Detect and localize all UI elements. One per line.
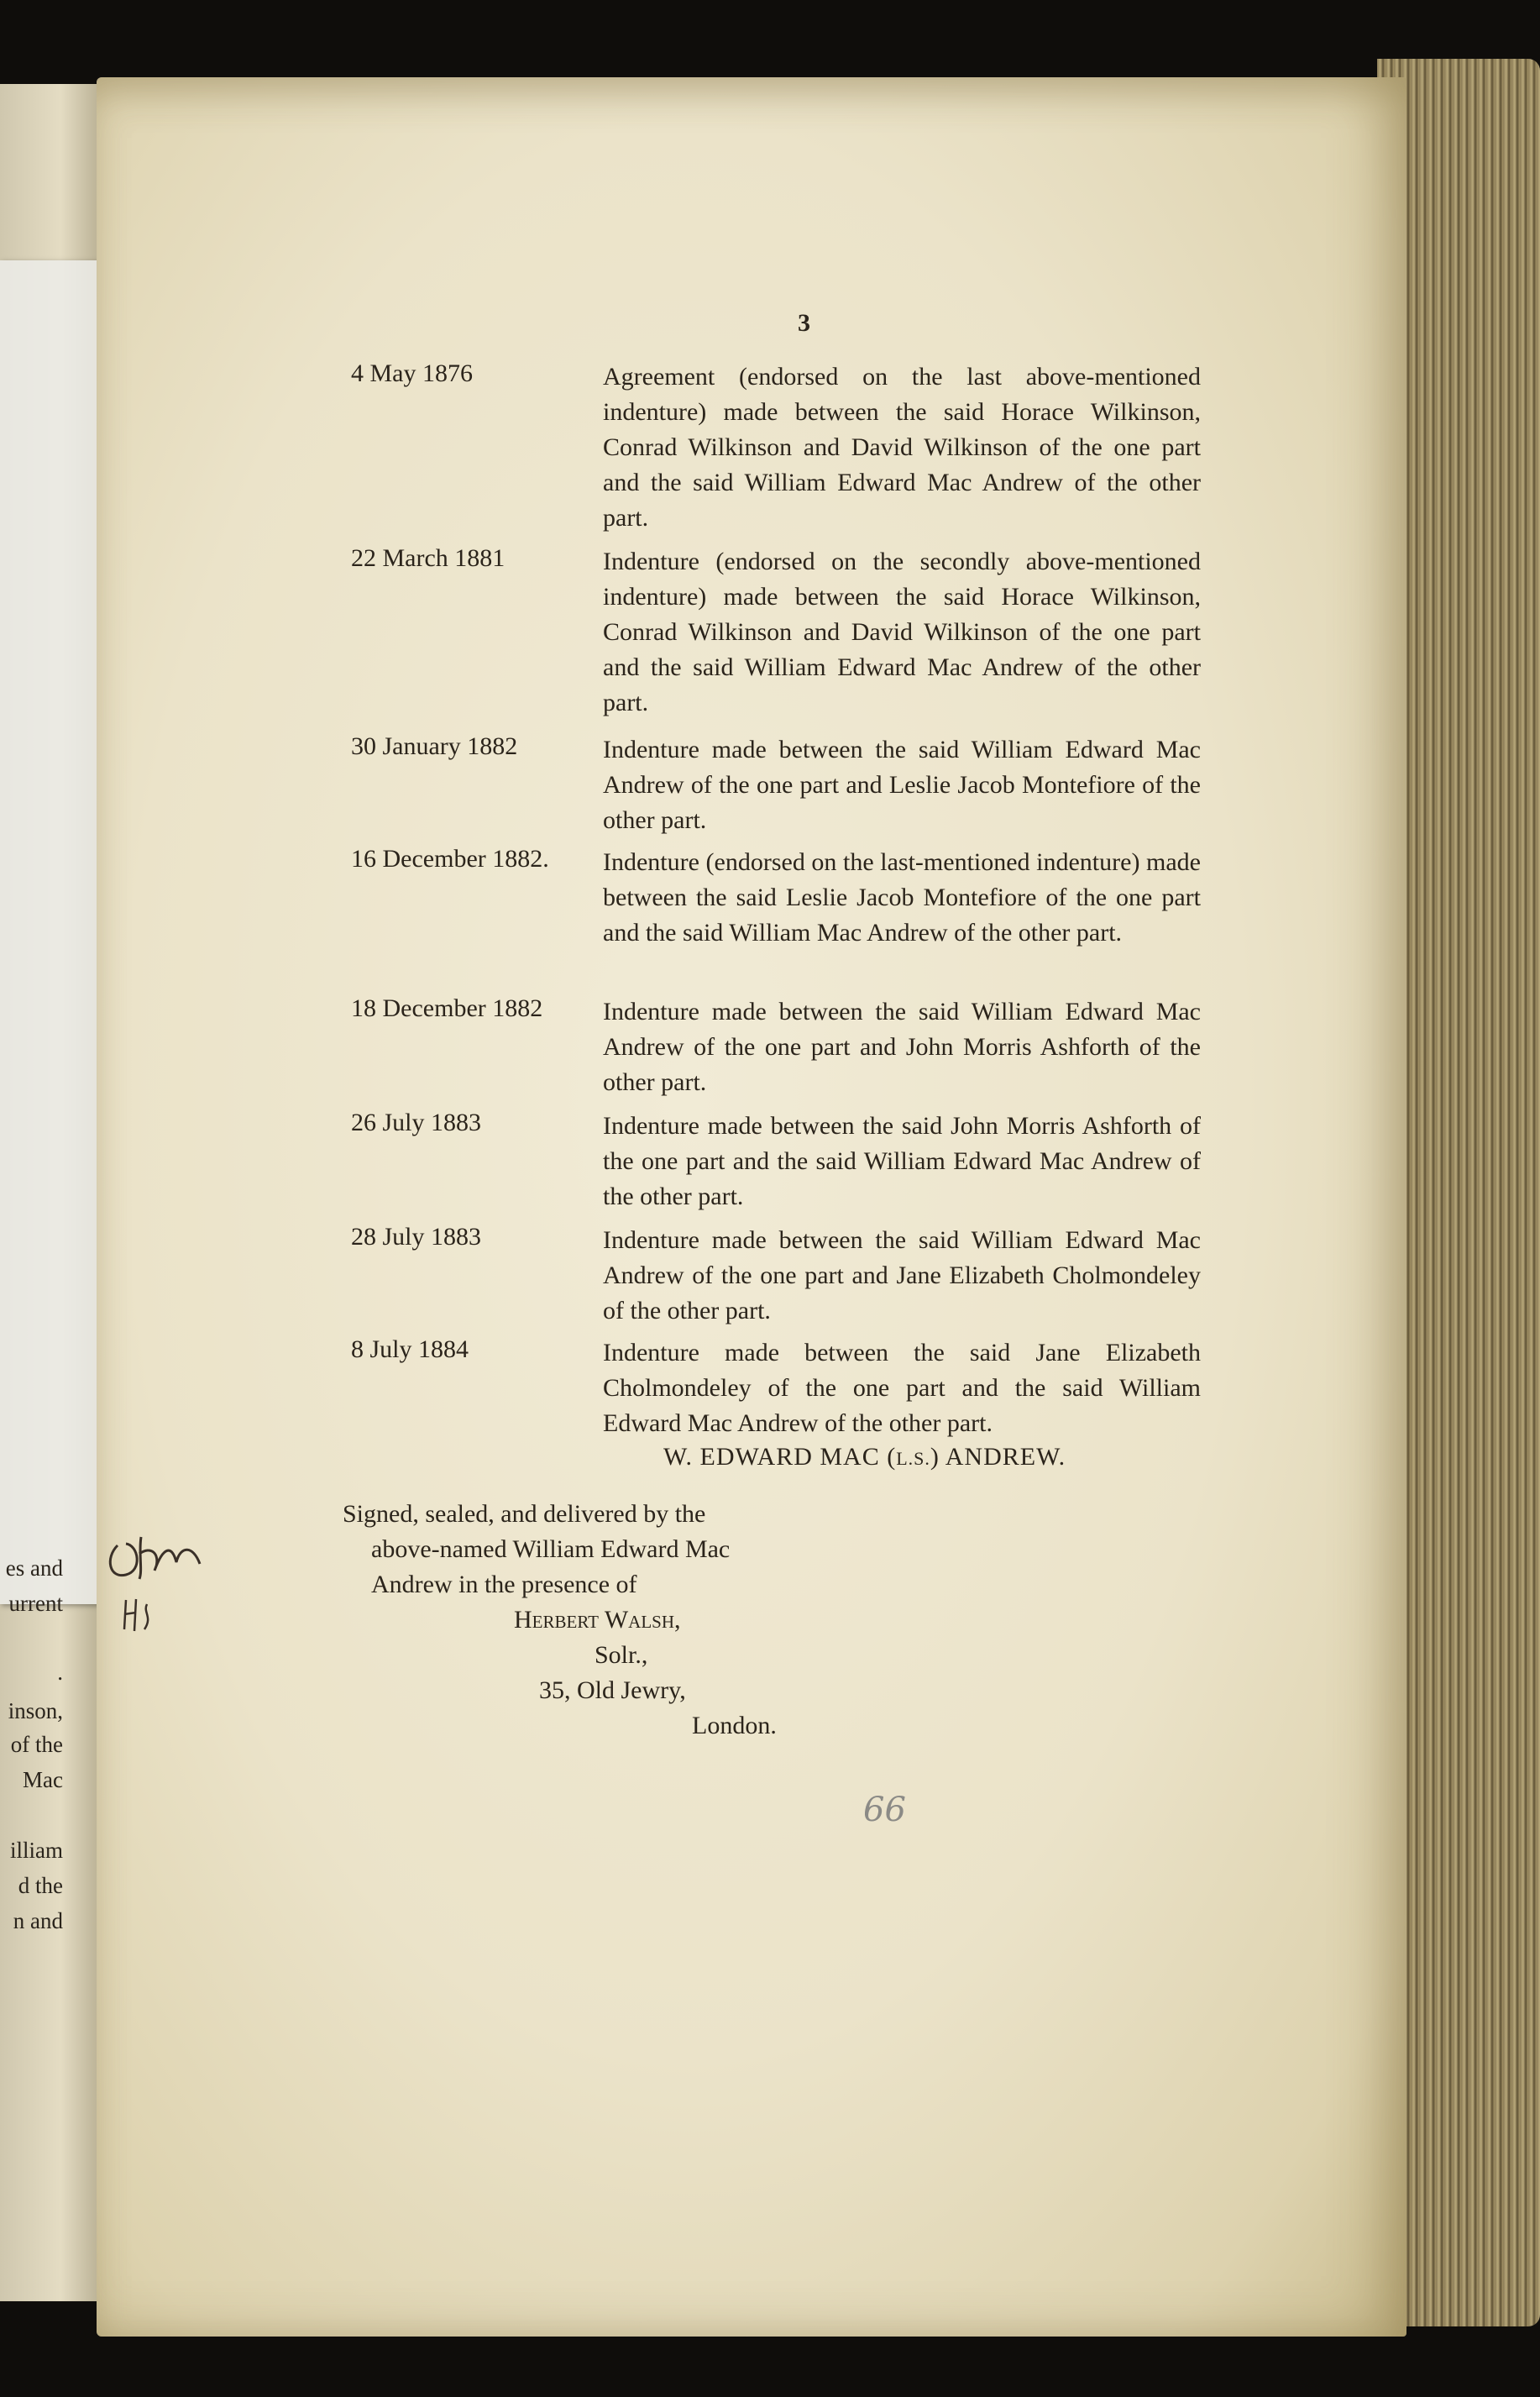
witness-line: above-named William Edward Mac	[371, 1535, 731, 1563]
signature-line	[663, 1443, 1066, 1471]
tissue-guard-sheet	[0, 260, 101, 1604]
witness-clause	[343, 1497, 813, 1744]
page-number: 3	[798, 309, 810, 337]
pencil-annotation: 66	[863, 1791, 906, 1829]
witness-line: Andrew in the presence of	[371, 1571, 637, 1598]
entry-date: 22 March 1881	[351, 544, 505, 572]
left-text-fragment: Mac	[23, 1767, 63, 1792]
left-page-fragment	[0, 84, 101, 2301]
witness-title: Solr.,	[595, 1641, 648, 1669]
signature-name-part: W. EDWARD MAC (	[663, 1443, 897, 1471]
entry-date: 26 July 1883	[351, 1109, 482, 1136]
entry-description: Indenture (endorsed on the secondly above-mentioned indenture) made between the said Horace Wilkinson, Conrad Wilkinson and David Wilkinson of the one part and the said William Edward Mac Andrew of the other part.	[603, 548, 1201, 716]
entry-date: 4 May 1876	[351, 359, 473, 387]
entry-date: 16 December 1882.	[351, 845, 549, 873]
entry-description: Indenture made between the said William Edward Mac Andrew of the one part and Leslie Jacob Montefiore of the other part.	[603, 736, 1201, 834]
left-text-fragment: illiam	[10, 1838, 63, 1863]
entry-description: Indenture made between the said William Edward Mac Andrew of the one part and Jane Elizabeth Cholmondeley of the other part.	[603, 1226, 1201, 1324]
seal-mark: L.S.	[896, 1448, 930, 1469]
entry-description: Indenture made between the said William Edward Mac Andrew of the one part and John Morris Ashforth of the other part.	[603, 998, 1201, 1096]
left-text-fragment: inson,	[8, 1698, 63, 1723]
entry-date: 30 January 1882	[351, 732, 518, 760]
signature-name-part: ) ANDREW.	[930, 1443, 1066, 1471]
witness-address: London.	[692, 1712, 777, 1739]
entry-date: 18 December 1882	[351, 994, 543, 1022]
left-text-fragment: n and	[13, 1908, 63, 1933]
entry-date: 28 July 1883	[351, 1223, 482, 1251]
left-text-fragment: urrent	[8, 1591, 63, 1616]
entry-description: Indenture made between the said Jane Elizabeth Cholmondeley of the one part and the said William Edward Mac Andrew of the other part.	[603, 1339, 1201, 1437]
left-text-fragment: of the	[10, 1732, 63, 1757]
entry-date: 8 July 1884	[351, 1335, 469, 1363]
witness-name: Herbert Walsh,	[514, 1606, 681, 1634]
left-text-fragment: es and	[5, 1555, 63, 1581]
left-text-fragment: .	[57, 1660, 63, 1685]
witness-address: 35, Old Jewry,	[539, 1676, 686, 1704]
handwritten-initials	[101, 1512, 210, 1655]
entry-description: Agreement (endorsed on the last above-mentioned indenture) made between the said Horace Wilkinson, Conrad Wilkinson and David Wilkinson of the one part and the said William Edward Mac Andrew of the other part.	[603, 363, 1201, 532]
witness-line: Signed, sealed, and delivered by the	[343, 1500, 706, 1528]
entry-description: Indenture (endorsed on the last-mentioned indenture) made between the said Leslie Jacob Montefiore of the one part and the said William Mac Andrew of the other part.	[603, 848, 1201, 947]
left-text-fragment: d the	[18, 1873, 63, 1898]
entry-description: Indenture made between the said John Morris Ashforth of the one part and the said William Edward Mac Andrew of the other part.	[603, 1112, 1201, 1210]
